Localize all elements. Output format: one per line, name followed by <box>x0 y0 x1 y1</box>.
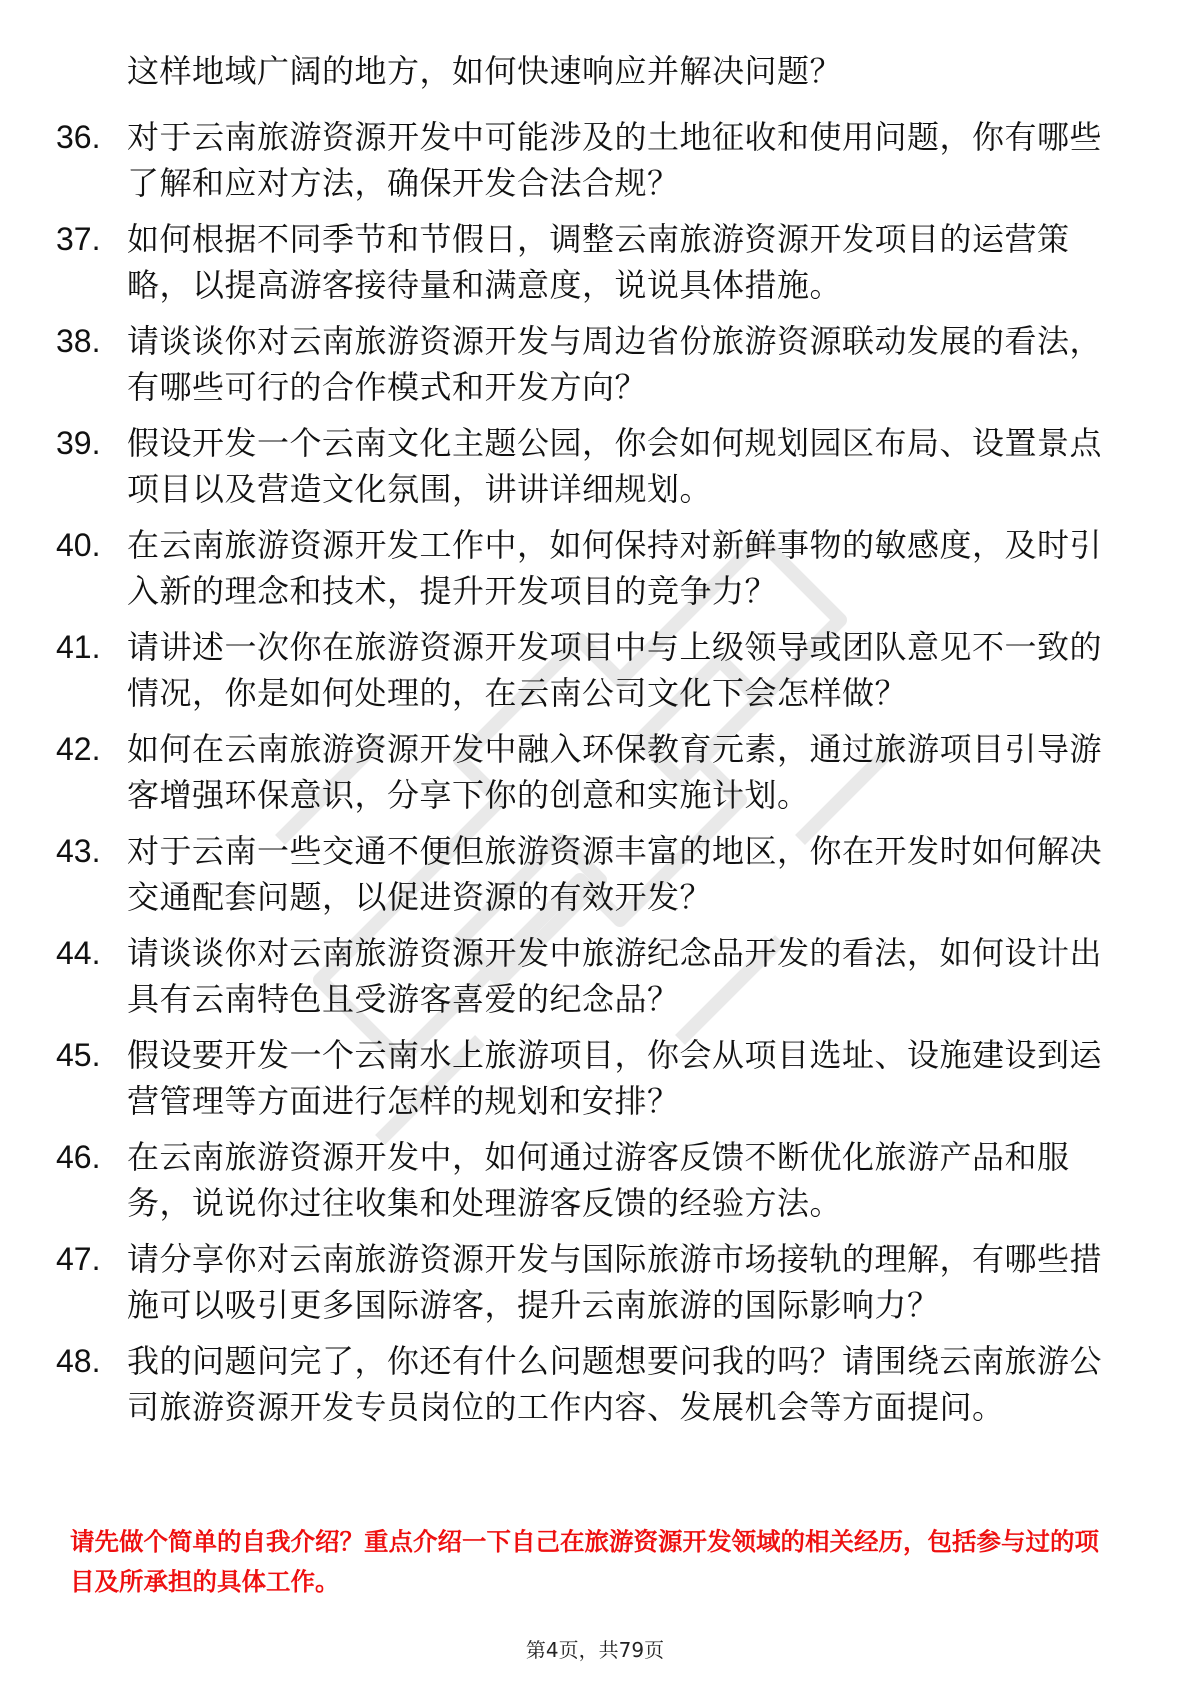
continuation-text: 这样地域广阔的地方，如何快速响应并解决问题？ <box>127 52 843 90</box>
question-number: 37. <box>56 221 101 257</box>
question-number: 36. <box>56 119 101 155</box>
question-text: 请谈谈你对云南旅游资源开发中旅游纪念品开发的看法，如何设计出具有云南特色且受游客喜爱的纪念品？ <box>127 934 1103 1018</box>
question-number: 47. <box>56 1241 101 1277</box>
question-text: 我的问题问完了，你还有什么问题想要问我的吗？请围绕云南旅游公司旅游资源开发专员岗位的工作内容、发展机会等方面提问。 <box>127 1342 1103 1426</box>
question-number: 46. <box>56 1139 101 1175</box>
question-item-42 <box>0 726 1190 818</box>
question-item-41 <box>0 624 1190 716</box>
question-item-36 <box>0 114 1190 206</box>
question-text: 请分享你对云南旅游资源开发与国际旅游市场接轨的理解，有哪些措施可以吸引更多国际游客，提升云南旅游的国际影响力？ <box>127 1240 1103 1324</box>
page-number-footer: 第4页，共79页 <box>525 1638 665 1662</box>
question-text: 假设开发一个云南文化主题公园，你会如何规划园区布局、设置景点项目以及营造文化氛围，讲讲详细规划。 <box>127 424 1103 508</box>
question-number: 43. <box>56 833 101 869</box>
question-text: 对于云南旅游资源开发中可能涉及的土地征收和使用问题，你有哪些了解和应对方法，确保开发合法合规？ <box>127 118 1103 202</box>
question-text: 假设要开发一个云南水上旅游项目，你会从项目选址、设施建设到运营管理等方面进行怎样的规划和安排？ <box>127 1036 1103 1120</box>
question-text: 请谈谈你对云南旅游资源开发与周边省份旅游资源联动发展的看法，有哪些可行的合作模式和开发方向？ <box>127 322 1103 406</box>
question-text: 如何在云南旅游资源开发中融入环保教育元素，通过旅游项目引导游客增强环保意识，分享下你的创意和实施计划。 <box>127 730 1103 814</box>
question-text: 在云南旅游资源开发工作中，如何保持对新鲜事物的敏感度，及时引入新的理念和技术，提升开发项目的竞争力？ <box>127 526 1103 610</box>
question-text: 如何根据不同季节和节假日，调整云南旅游资源开发项目的运营策略，以提高游客接待量和满意度，说说具体措施。 <box>127 220 1070 304</box>
question-item-45 <box>0 1032 1190 1124</box>
question-number: 38. <box>56 323 101 359</box>
question-item-39 <box>0 420 1190 512</box>
question-item-38 <box>0 318 1190 410</box>
question-number: 40. <box>56 527 101 563</box>
question-number: 42. <box>56 731 101 767</box>
question-number: 44. <box>56 935 101 971</box>
question-number: 41. <box>56 629 101 665</box>
question-item-40 <box>0 522 1190 614</box>
question-text: 在云南旅游资源开发中，如何通过游客反馈不断优化旅游产品和服务，说说你过往收集和处理游客反馈的经验方法。 <box>127 1138 1070 1222</box>
question-item-43 <box>0 828 1190 920</box>
question-number: 45. <box>56 1037 101 1073</box>
question-item-46 <box>0 1134 1190 1226</box>
question-item-48 <box>0 1338 1190 1430</box>
question-number: 39. <box>56 425 101 461</box>
question-list <box>0 114 1190 1440</box>
question-text: 请讲述一次你在旅游资源开发项目中与上级领导或团队意见不一致的情况，你是如何处理的，在云南公司文化下会怎样做？ <box>127 628 1103 712</box>
question-text: 对于云南一些交通不便但旅游资源丰富的地区，你在开发时如何解决交通配套问题，以促进资源的有效开发？ <box>127 832 1103 916</box>
question-item-47 <box>0 1236 1190 1328</box>
question-item-44 <box>0 930 1190 1022</box>
question-item-37 <box>0 216 1190 308</box>
highlighted-note: 请先做个简单的自我介绍？重点介绍一下自己在旅游资源开发领域的相关经历，包括参与过的项目及所承担的具体工作。 <box>70 1527 1099 1596</box>
question-number: 48. <box>56 1343 101 1379</box>
